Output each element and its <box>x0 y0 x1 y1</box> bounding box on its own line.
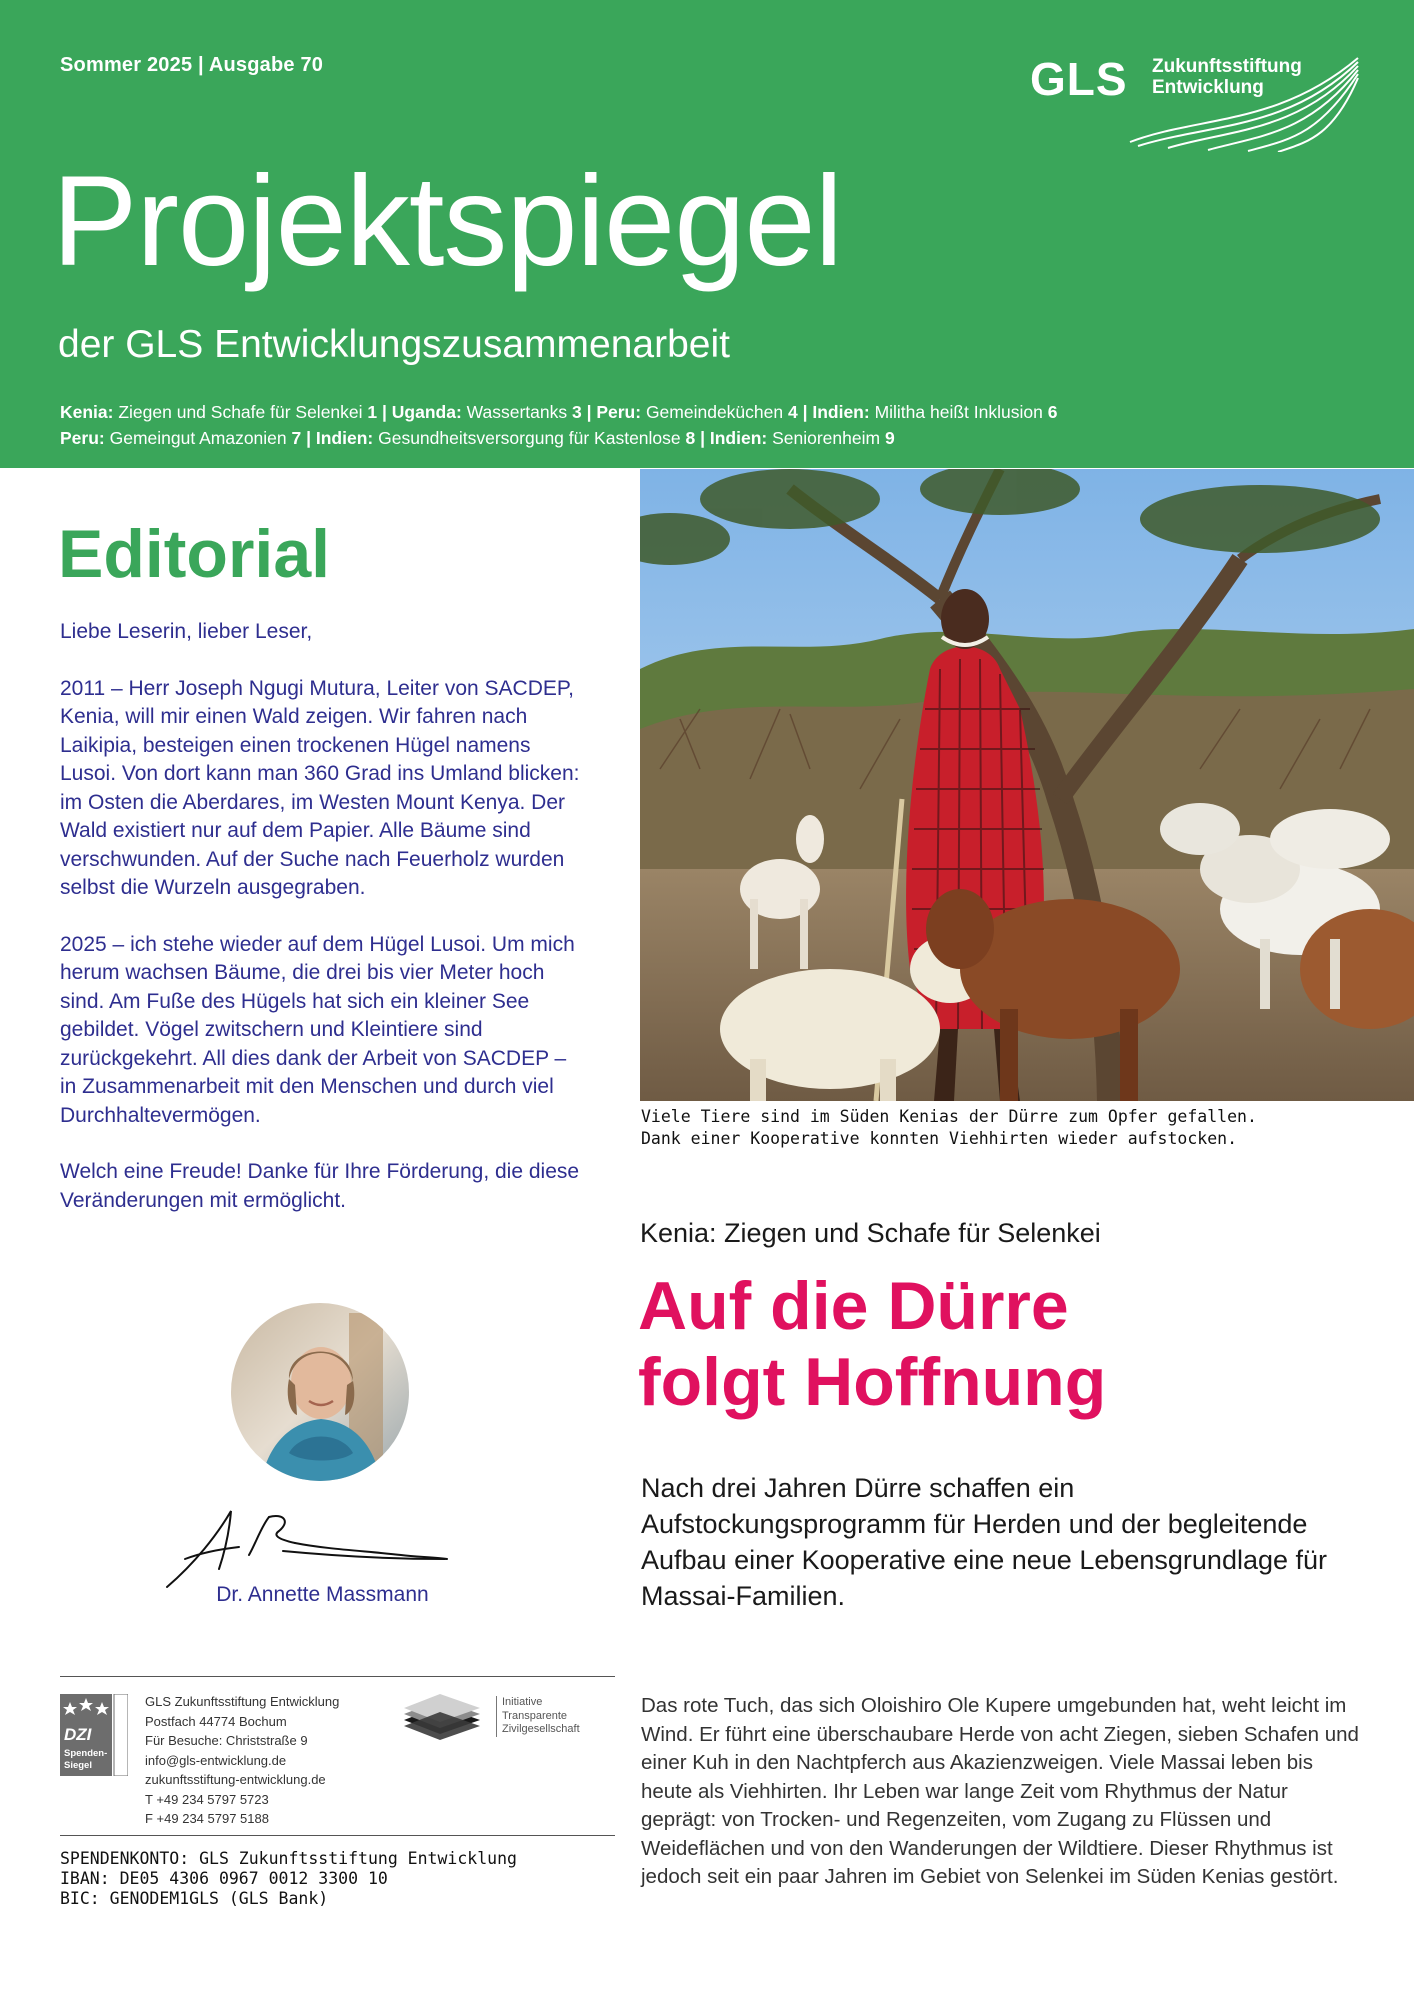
bank-account: SPENDENKONTO: GLS Zukunftsstiftung Entwicklung <box>60 1849 517 1868</box>
itz-line: Transparente <box>502 1709 568 1722</box>
article-photo <box>640 469 1414 1101</box>
headline-line-2: folgt Hoffnung <box>638 1344 1107 1420</box>
editorial-paragraph-3: Welch eine Freude! Danke für Ihre Förderung, die diese Veränderungen mit ermöglicht. <box>60 1160 580 1212</box>
caption-line-1: Viele Tiere sind im Süden Kenias der Dürre zum Opfer gefallen. <box>641 1107 1257 1126</box>
fax-number: F +49 234 5797 5188 <box>145 1811 269 1826</box>
itz-line: Zivilgesellschaft <box>502 1723 580 1735</box>
itz-logo <box>398 1694 598 1750</box>
itz-line: Initiative <box>502 1696 543 1708</box>
table-of-contents <box>60 399 1057 451</box>
headline-line-1: Auf die Dürre <box>638 1268 1069 1344</box>
footer-divider-bottom <box>60 1835 615 1836</box>
logo-subtitle <box>1152 56 1302 98</box>
toc-item[interactable]: Indien: Militha heißt Inklusion 6 <box>812 402 1058 422</box>
toc-item[interactable]: Indien: Seniorenheim 9 <box>709 428 895 448</box>
caption-line-2: Dank einer Kooperative konnten Viehhirten wieder aufstocken. <box>641 1129 1238 1148</box>
toc-line-2: Peru: Gemeingut Amazonien 7 | Indien: Gesundheitsversorgung für Kastenlose 8 | Indien: Seniorenheim 9 <box>60 428 895 448</box>
email-link[interactable]: info@gls-entwicklung.de <box>145 1752 287 1768</box>
author-signature <box>165 1505 450 1590</box>
editorial-greeting: Liebe Leserin, lieber Leser, <box>60 620 313 643</box>
author-portrait <box>231 1303 409 1481</box>
dzi-label: DZI <box>64 1725 92 1744</box>
bank-bic: BIC: GENODEM1GLS (GLS Bank) <box>60 1889 329 1908</box>
masthead-subtitle: der GLS Entwicklungszusammenarbeit <box>58 323 730 366</box>
editorial-title: Editorial <box>58 516 331 592</box>
issue-label: Sommer 2025 | Ausgabe 70 <box>60 54 324 76</box>
article-body: Das rote Tuch, das sich Oloishiro Ole Kupere umgebunden hat, weht leicht im Wind. Er führt eine überschaubare Herde von acht Ziegen, sieben Schafen und einer Kuh in den Nachtpferch aus Akazienzweigen. Viele Massai leben bis heute als Viehhirten. Ihr Leben war lange Zeit vom Rhythmus der Natur geprägt: von Trocken- und Regenzeiten, vom Zugang zu Flüssen und Weideflächen und von den Wanderungen der Wildtiere. Dieser Rhythmus ist jedoch seit ein paar Jahren im Gebiet von Selenkei im Süden Kenias gestört. <box>641 1694 1359 1888</box>
photo-caption <box>641 1106 1257 1150</box>
bank-details <box>60 1849 517 1909</box>
address-line: Postfach 44774 Bochum <box>145 1713 287 1729</box>
dzi-sub1: Spenden- <box>64 1748 108 1759</box>
editorial-paragraph-2: 2025 – ich stehe wieder auf dem Hügel Lusoi. Um mich herum wachsen Bäume, die drei bis vier Meter hoch sind. Am Fuße des Hügels hat sich ein kleiner See gebildet. Vögel zwitschern und Kleintiere sind zurückgekehrt. All dies dank der Arbeit von SACDEP – in Zusammenarbeit mit den Menschen und durch viel Durchhaltevermögen. <box>60 932 575 1127</box>
header-banner <box>0 0 1414 468</box>
gls-logo[interactable] <box>1030 52 1360 152</box>
article-kicker: Kenia: Ziegen und Schafe für Selenkei <box>640 1218 1101 1248</box>
logo-line1: Zukunftsstiftung <box>1152 56 1302 77</box>
address-line: Für Besuche: Christstraße 9 <box>145 1733 308 1748</box>
masthead-title: Projektspiegel <box>52 150 842 293</box>
toc-item[interactable]: Peru: Gemeindeküchen 4 <box>596 402 798 422</box>
toc-item[interactable]: Kenia: Ziegen und Schafe für Selenkei 1 <box>60 402 378 422</box>
dzi-sub2: Siegel <box>64 1760 92 1771</box>
toc-line-1: Kenia: Ziegen und Schafe für Selenkei 1 | Uganda: Wassertanks 3 | Peru: Gemeindeküchen 4 | Indien: Militha heißt Inklusion 6 <box>60 402 1058 422</box>
portrait-image <box>231 1303 409 1481</box>
herder-photo-illustration <box>640 469 1414 1101</box>
contact-address <box>145 1692 339 1829</box>
itz-layers-icon <box>398 1694 488 1750</box>
author-name: Dr. Annette Massmann <box>216 1583 429 1606</box>
itz-text <box>496 1696 580 1737</box>
editorial-body <box>60 618 580 1243</box>
article-lead: Nach drei Jahren Dürre schaffen ein Aufstockungsprogramm für Herden und der begleitende Aufbau einer Kooperative eine neue Lebensgrundlage für Massai-Familien. <box>641 1473 1328 1611</box>
bank-iban: IBAN: DE05 4306 0967 0012 3300 10 <box>60 1869 388 1888</box>
logo-line2: Entwicklung <box>1152 77 1264 98</box>
editorial-paragraph-1: 2011 – Herr Joseph Ngugi Mutura, Leiter von SACDEP, Kenia, will mir einen Wald zeigen. Wir fahren nach Laikipia, besteigen einen trockenen Hügel namens Lusoi. Von dort kann man 360 Grad ins Umland blicken: im Osten die Aberdares, im Westen Mount Kenya. Der Wald existiert nur auf dem Papier. Alle Bäume sind verschwunden. Auf der Suche nach Feuerholz wurden selbst die Wurzeln ausgegraben. <box>60 676 580 899</box>
footer-divider-top <box>60 1676 615 1677</box>
dzi-seal-icon <box>60 1694 128 1776</box>
logo-wordmark: GLS <box>1030 53 1128 105</box>
phone-number: T +49 234 5797 5723 <box>145 1791 269 1807</box>
address-line: GLS Zukunftsstiftung Entwicklung <box>145 1694 340 1709</box>
toc-item[interactable]: Peru: Gemeingut Amazonien 7 <box>60 428 302 448</box>
toc-item[interactable]: Uganda: Wassertanks 3 <box>391 402 582 422</box>
article-headline <box>638 1268 1106 1420</box>
website-link[interactable]: zukunftsstiftung-entwicklung.de <box>145 1772 326 1787</box>
toc-item[interactable]: Indien: Gesundheitsversorgung für Kastenlose 8 <box>315 428 696 448</box>
